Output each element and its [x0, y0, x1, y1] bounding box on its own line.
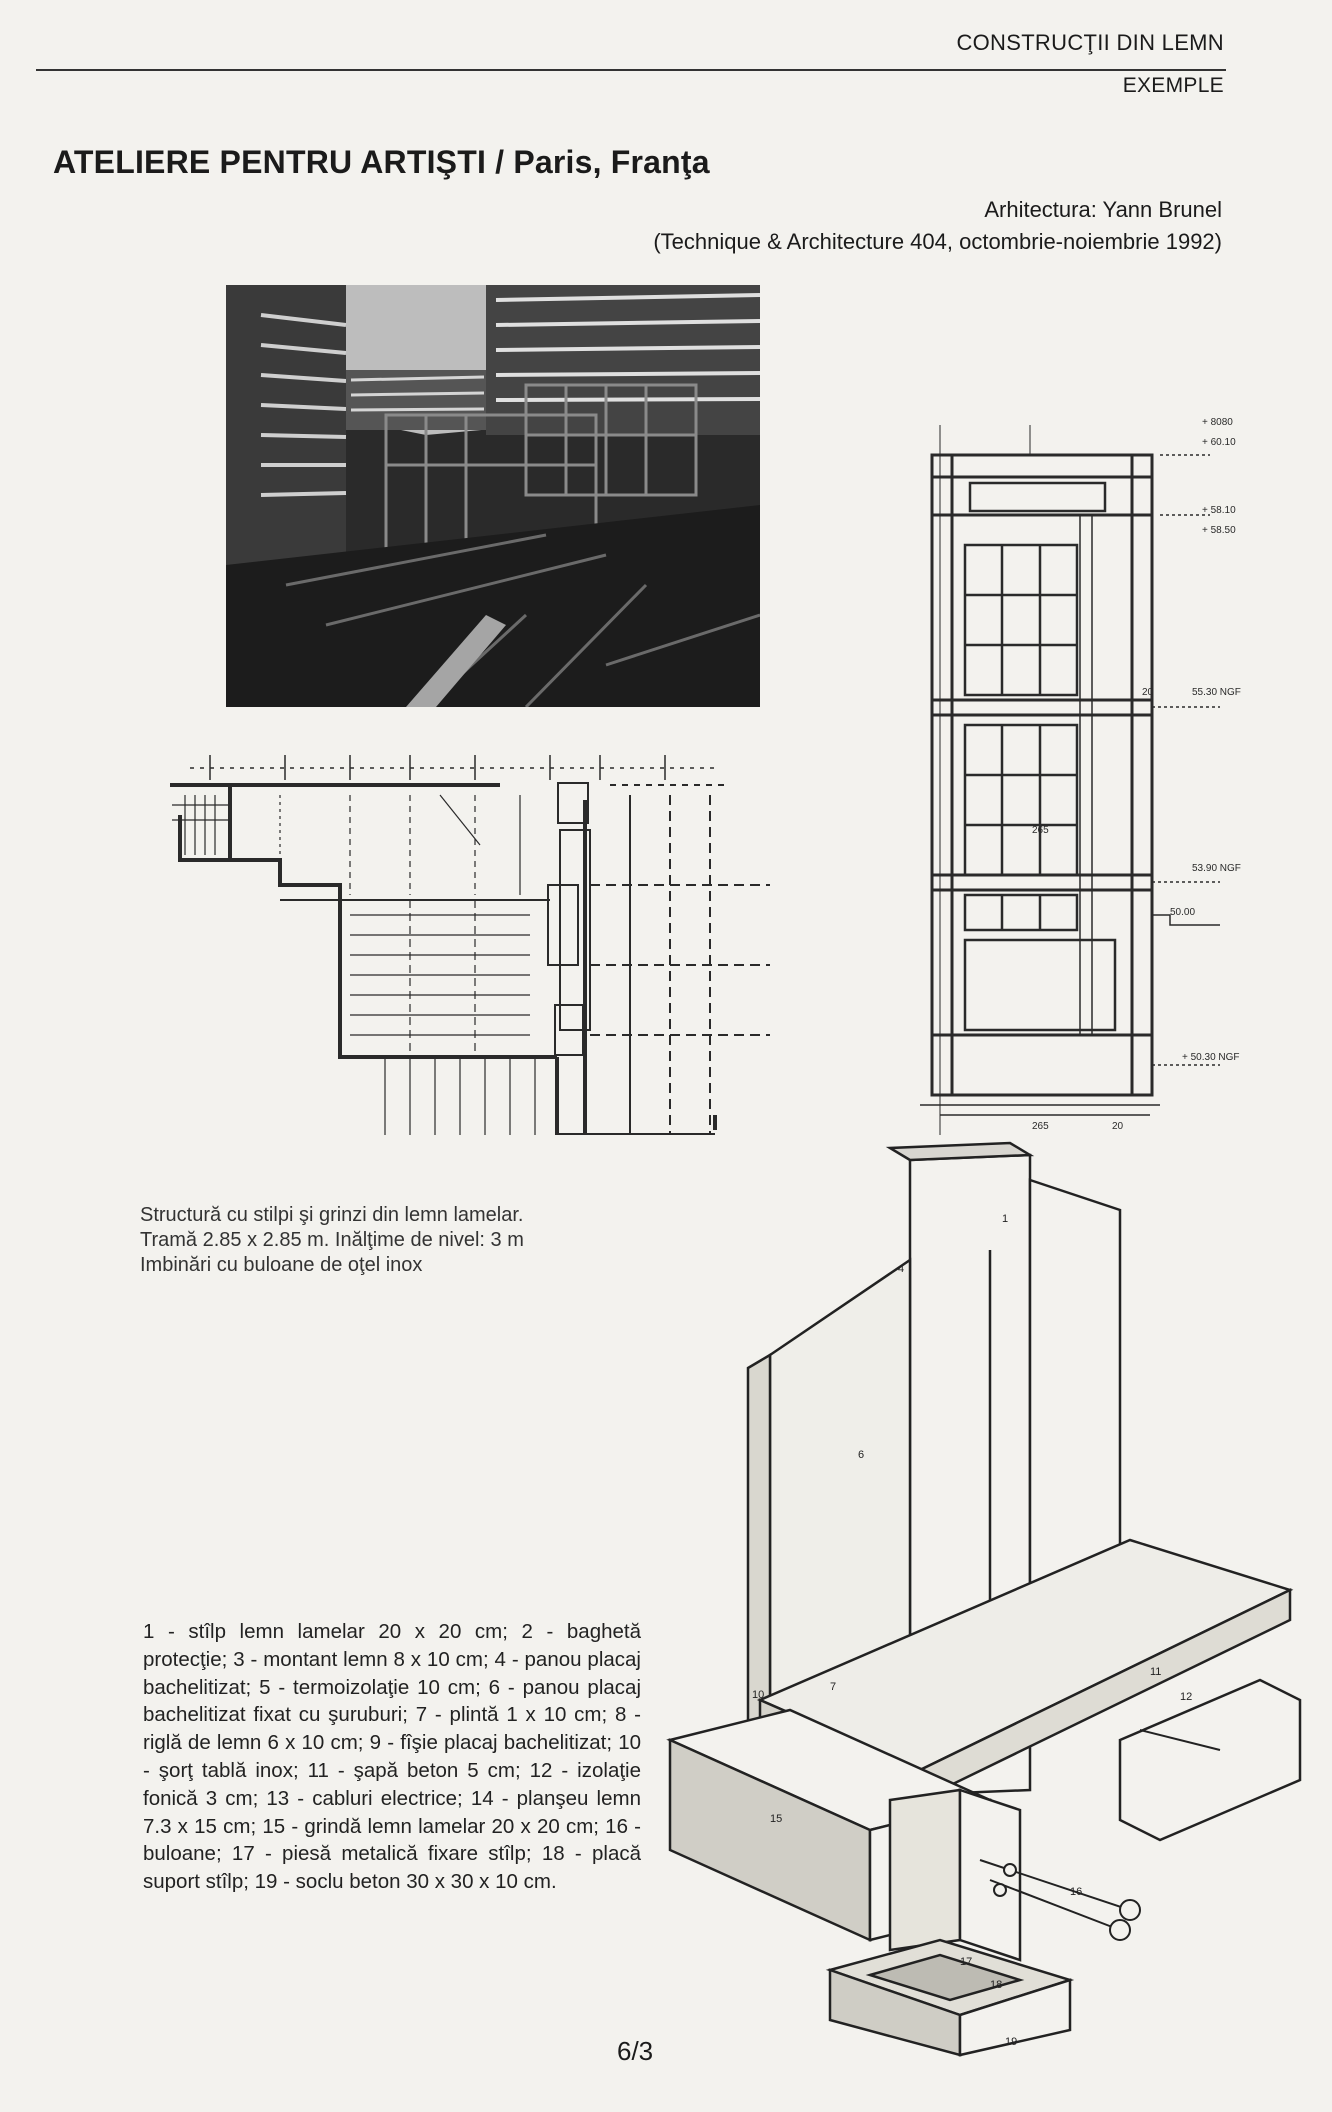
header-subcategory: EXEMPLE [1122, 74, 1224, 97]
section-dimension: 265 [1032, 825, 1049, 836]
section-level: + 50.30 NGF [1182, 1052, 1240, 1063]
structure-caption [140, 1203, 620, 1278]
header-rule [36, 69, 1226, 71]
section-drawing [920, 415, 1250, 1135]
section-level: + 8080 [1202, 417, 1233, 428]
detail-label: 16 [1070, 1886, 1083, 1898]
axonometric-detail-drawing [660, 1140, 1310, 2060]
caption-line: Imbinări cu buloane de oţel inox [140, 1254, 423, 1276]
building-photograph [226, 285, 760, 707]
detail-label: 10 [752, 1689, 765, 1701]
section-dimension: 20 [1112, 1121, 1124, 1132]
section-level: 55.30 NGF [1192, 687, 1241, 698]
source-credit: (Technique & Architecture 404, octombrie-noiembrie 1992) [653, 229, 1222, 254]
detail-label: 4 [898, 1263, 905, 1275]
page-number: 6/3 [617, 2036, 654, 2066]
section-dimension: 265 [1032, 1121, 1049, 1132]
detail-label: 19 [1005, 2036, 1018, 2048]
legend-text: 1 - stîlp lemn lamelar 20 x 20 cm; 2 - baghetă protecţie; 3 - montant lemn 8 x 10 cm; 4 - panou placaj bachelitizat; 5 - termoizolaţie 10 cm; 6 - panou placaj bachelitizat fixat cu şuruburi; 7 - plintă 1 x 10 cm; 8 - riglă de lemn 6 x 10 cm; 9 - fîşie placaj bachelitizat; 10 - şorţ tablă inox; 11 - şapă beton 5 cm; 12 - izolaţie fonică 3 cm; 13 - cabluri electrice; 14 - planşeu lemn 7.3 x 15 cm; 15 - grindă lemn lamelar 20 x 20 cm; 16 - buloane; 17 - piesă metalică fixare stîlp; 18 - placă suport stîlp; 19 - soclu beton 30 x 30 x 10 cm. [143, 1620, 641, 1894]
detail-label: 18 [990, 1979, 1003, 1991]
detail-label: 6 [858, 1449, 865, 1461]
section-level: + 58.10 [1202, 505, 1236, 516]
section-level: + 58.50 [1202, 525, 1236, 536]
header-category: CONSTRUCŢII DIN LEMN [956, 30, 1224, 55]
caption-line: Tramă 2.85 x 2.85 m. Inălţime de nivel: 3 m [140, 1229, 524, 1251]
caption-line: Structură cu stilpi şi grinzi din lemn lamelar. [140, 1204, 524, 1226]
architect-credit: Arhitectura: Yann Brunel [984, 197, 1222, 222]
detail-label: 15 [770, 1813, 783, 1825]
section-dimension: 20 [1142, 687, 1154, 698]
page-title: ATELIERE PENTRU ARTIŞTI / Paris, Franţa [53, 144, 710, 180]
detail-label: 7 [830, 1681, 837, 1693]
detail-label: 11 [1150, 1666, 1162, 1678]
section-level: 50.00 [1170, 907, 1196, 918]
detail-label: 12 [1180, 1691, 1193, 1703]
section-level: + 60.10 [1202, 437, 1236, 448]
floor-plan-drawing [170, 735, 800, 1135]
detail-label: 1 [1002, 1213, 1009, 1225]
section-level: 53.90 NGF [1192, 863, 1241, 874]
detail-label: 17 [960, 1956, 973, 1968]
